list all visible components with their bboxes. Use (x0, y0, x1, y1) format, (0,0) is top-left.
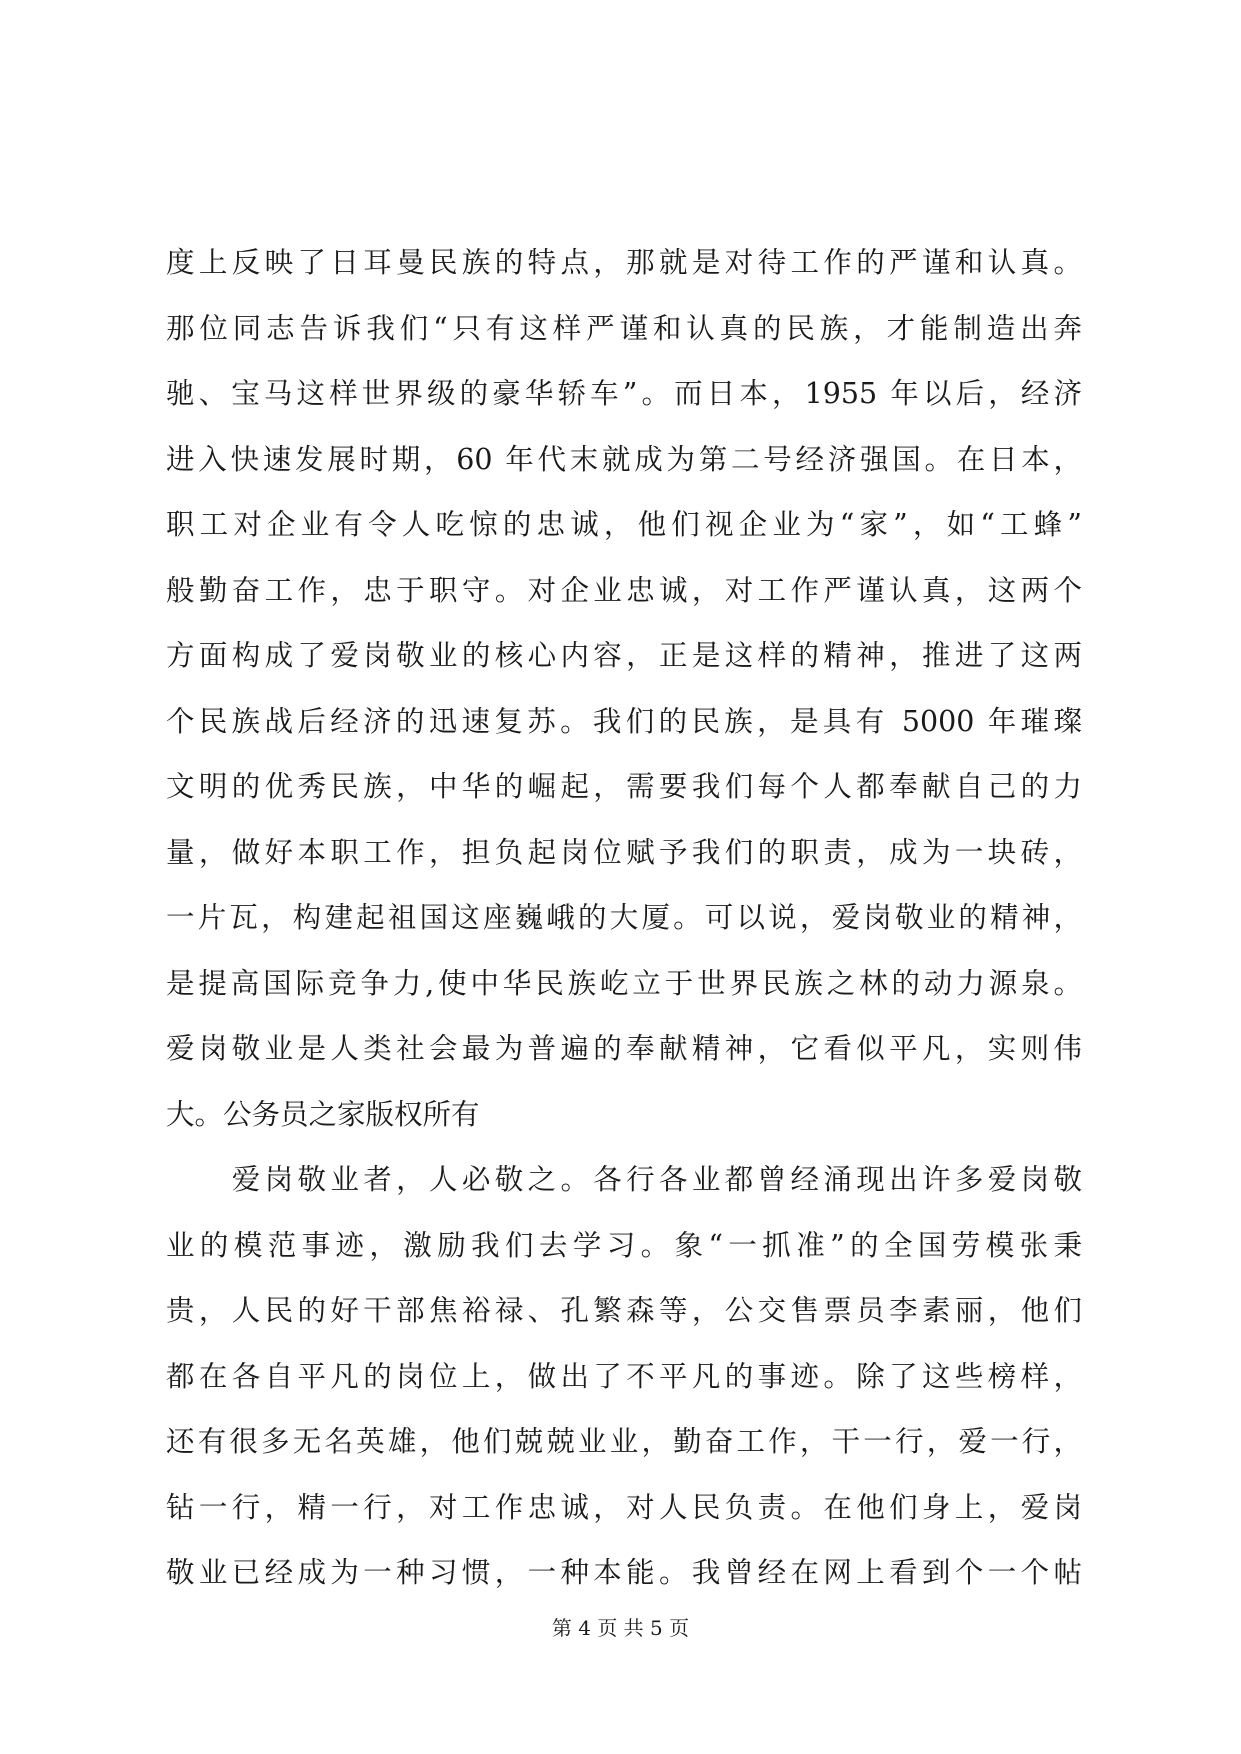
text-line: 方面构成了爱岗敬业的核心内容，正是这样的精神，推进了这两 (166, 639, 1082, 672)
text-line: 钻一行，精一行，对工作忠诚，对人民负责。在他们身上，爱岗 (166, 1490, 1082, 1524)
text-line: 职工对企业有令人吃惊的忠诚，他们视企业为“家”，如“工蜂” (166, 508, 1082, 541)
text-line: 爱岗敬业者，人必敬之。各行各业都曾经涌现出许多爱岗敬 (166, 1163, 1082, 1196)
text-line: 都在各自平凡的岗位上，做出了不平凡的事迹。除了这些榜样， (166, 1359, 1082, 1393)
text-line: 贵，人民的好干部焦裕禄、孔繁森等，公交售票员李素丽，他们 (166, 1294, 1082, 1327)
text-line: 进入快速发展时期，60 年代末就成为第二号经济强国。在日本， (166, 442, 1082, 476)
text-line: 文明的优秀民族，中华的崛起，需要我们每个人都奉献自己的力 (166, 770, 1082, 803)
text-line: 个民族战后经济的迅速复苏。我们的民族，是具有 5000 年璀璨 (166, 704, 1082, 738)
body-text (166, 230, 1082, 1606)
text-line: 驰、宝马这样世界级的豪华轿车”。而日本，1955 年以后，经济 (166, 377, 1082, 410)
text-line: 还有很多无名英雄，他们兢兢业业，勤奋工作，干一行，爱一行， (166, 1425, 1082, 1458)
text-line: 大。公务员之家版权所有 (166, 1097, 480, 1131)
text-line: 般勤奋工作，忠于职守。对企业忠诚，对工作严谨认真，这两个 (166, 573, 1082, 607)
text-line: 爱岗敬业是人类社会最为普遍的奉献精神，它看似平凡，实则伟 (166, 1032, 1082, 1065)
text-line: 业的模范事迹，激励我们去学习。象“一抓准”的全国劳模张秉 (166, 1228, 1082, 1262)
text-line: 那位同志告诉我们“只有这样严谨和认真的民族，才能制造出奔 (166, 311, 1082, 345)
text-line: 一片瓦，构建起祖国这座巍峨的大厦。可以说，爱岗敬业的精神， (166, 901, 1082, 934)
text-line: 度上反映了日耳曼民族的特点，那就是对待工作的严谨和认真。 (166, 246, 1082, 279)
text-line: 敬业已经成为一种习惯，一种本能。我曾经在网上看到个一个帖 (166, 1556, 1082, 1589)
page-footer: 第 4 页 共 5 页 (551, 1616, 690, 1640)
text-line: 是提高国际竞争力,使中华民族屹立于世界民族之林的动力源泉。 (166, 966, 1082, 1000)
text-line: 量，做好本职工作，担负起岗位赋予我们的职责，成为一块砖， (166, 835, 1082, 869)
